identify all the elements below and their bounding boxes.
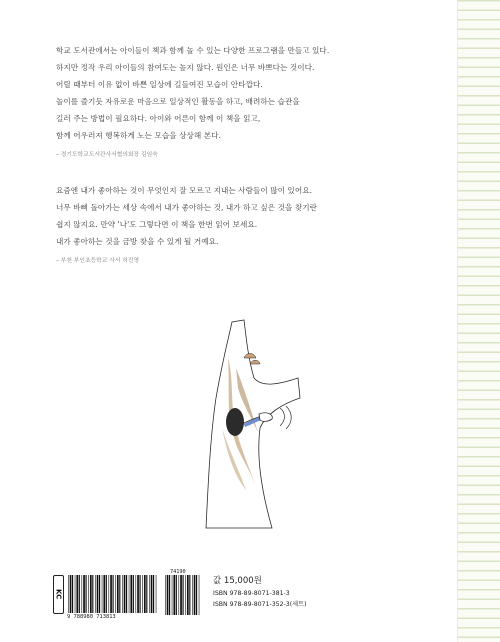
barcode-bar <box>136 575 137 613</box>
barcode-bar <box>129 575 130 613</box>
barcode-bar <box>76 575 78 613</box>
barcode-bar <box>68 575 69 613</box>
barcode-bar <box>88 575 89 613</box>
barcode-bar <box>109 575 110 613</box>
barcode-bar <box>167 575 169 615</box>
recommendation-1-line: 함께 어우러져 행복하게 노는 모습을 상상해 본다. <box>56 131 221 140</box>
barcode-bar <box>90 575 92 613</box>
tree-hole-illustration <box>200 318 310 530</box>
barcode-bar <box>196 575 197 615</box>
recommendation-1-line: 놀이를 즐기듯 자유로운 마음으로 일상적인 활동을 하고, 배려하는 습관을 <box>56 97 300 106</box>
barcode-bar <box>70 575 72 613</box>
kc-certification-mark <box>53 575 64 614</box>
barcode-bar <box>153 575 154 613</box>
barcode-bar <box>126 575 127 613</box>
barcode-bar <box>103 575 105 613</box>
recommendation-1-line: 길러 주는 방법이 필요하다. 아이와 어른이 함께 이 책을 읽고, <box>56 114 261 123</box>
barcode-bar <box>92 575 93 613</box>
tree-trunk <box>206 320 300 528</box>
barcode-bar <box>146 575 147 613</box>
barcode-bar <box>151 575 153 613</box>
barcode-bar <box>192 575 193 615</box>
barcode-bar <box>169 575 170 615</box>
barcode-bar <box>189 575 190 615</box>
barcode-bar <box>133 575 134 613</box>
recommendation-2 <box>56 182 436 268</box>
motion-line <box>280 408 285 426</box>
barcode-bar <box>176 575 177 615</box>
barcode-bar <box>99 575 100 613</box>
barcode-bar <box>172 575 173 615</box>
barcode-bar <box>72 575 73 613</box>
motion-line <box>286 406 291 429</box>
barcode-bar <box>75 575 76 613</box>
barcode-bar <box>130 575 132 613</box>
recommendation-2-line: 쉽지 않지요. 만약 '나'도 그렇다면 이 책을 한번 읽어 보세요. <box>56 220 258 229</box>
barcode-bar <box>102 575 103 613</box>
recommendation-1 <box>56 42 436 162</box>
striped-spine-band <box>458 0 500 642</box>
barcode-number: 9 788980 713813 <box>67 614 116 620</box>
barcode-bar <box>187 575 189 615</box>
barcode-bar <box>185 575 186 615</box>
barcode-bar <box>140 575 141 613</box>
barcode-bar <box>79 575 80 613</box>
barcode-bar <box>83 575 85 613</box>
barcode-bar <box>122 575 123 613</box>
barcode-bar <box>97 575 99 613</box>
recommendation-1-credit: – 경기도학교도서관사서협의회장 김임숙 <box>56 152 158 158</box>
barcode-bar <box>180 575 182 615</box>
barcode-bar <box>199 575 200 615</box>
price: 값 15,000원 <box>213 576 262 586</box>
barcode-bar <box>113 575 114 613</box>
barcode-bar <box>194 575 196 615</box>
barcode-bar <box>144 575 146 613</box>
barcode-bar <box>106 575 107 613</box>
barcode-bar <box>110 575 112 613</box>
barcode-bar <box>115 575 116 613</box>
recommendation-1-line: 하지만 정작 우리 아이들의 참여도는 높지 않다. 원인은 너무 바쁘다는 것이다. <box>56 63 315 72</box>
tree-hole <box>226 408 244 436</box>
addon-barcode <box>164 575 202 615</box>
barcode-bar <box>117 575 119 613</box>
recommendation-2-line: 요즘엔 내가 좋아하는 것이 무엇인지 잘 모르고 지내는 사람들이 많이 있어요. <box>56 186 313 195</box>
barcode-bar <box>183 575 184 615</box>
isbn-single: ISBN 978-89-8071-381-3 <box>213 590 290 597</box>
mushroom <box>250 360 260 364</box>
barcode-bar <box>137 575 139 613</box>
kc-mark-text: KC <box>54 589 63 600</box>
child-shoe <box>259 413 272 422</box>
barcode-bar <box>86 575 87 613</box>
barcode-bar <box>119 575 120 613</box>
barcode-bar <box>156 575 157 613</box>
barcode-bar <box>124 575 126 613</box>
recommendation-2-line: 너무 바삐 돌아가는 세상 속에서 내가 좋아하는 것, 내가 하고 싶은 것을 찾기란 <box>56 203 317 212</box>
barcode-bar <box>179 575 180 615</box>
barcode-bar <box>165 575 166 615</box>
barcode-bar <box>82 575 83 613</box>
isbn-barcode <box>67 575 159 615</box>
recommendation-2-line: 내가 좋아하는 것을 금방 찾을 수 있게 될 거예요. <box>56 237 219 246</box>
barcode-bar <box>95 575 96 613</box>
barcode-bar <box>142 575 143 613</box>
barcode-bar <box>173 575 175 615</box>
recommendation-1-line: 어릴 때부터 이유 없이 바쁜 일상에 길들여진 모습이 안타깝다. <box>56 80 263 89</box>
recommendation-2-credit: – 부천 부인초등학교 사서 허진영 <box>56 258 140 264</box>
barcode-bar <box>149 575 150 613</box>
recommendation-1-line: 학교 도서관에서는 아이들이 책과 함께 놀 수 있는 다양한 프로그램을 만들고 있다. <box>56 46 330 55</box>
addon-code: 74190 <box>170 569 186 575</box>
isbn-set: ISBN 978-89-8071-352-3(세트) <box>213 601 307 608</box>
